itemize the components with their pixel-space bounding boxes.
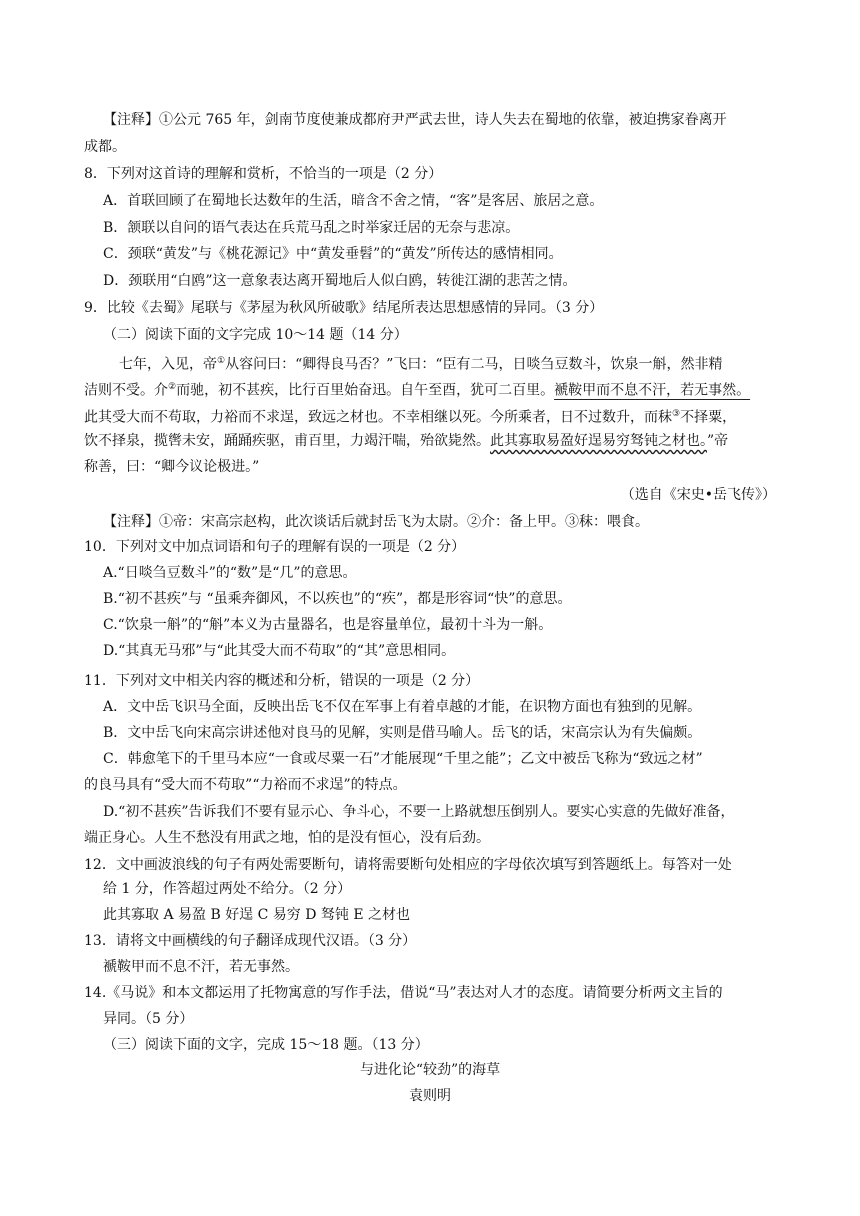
section-3-title: （三）阅读下面的文字，完成 15～18 题。（13 分）: [103, 1037, 429, 1053]
passage-note: 【注释】①帝：宋高宗赵构，此次谈话后就封岳飞为太尉。②介：备上甲。③秣：喂食。: [103, 514, 649, 530]
question-11-stem: 11．下列对文中相关内容的概述和分析，错误的一项是（2 分）: [84, 673, 480, 689]
poem-note-line1: 【注释】①公元 765 年，剑南节度使兼成都府尹严武去世，诗人失去在蜀地的依靠，被迫携家眷离开: [103, 112, 727, 128]
article-author: 袁则明: [409, 1088, 451, 1104]
poem-note-line2: 成都。: [84, 139, 126, 155]
passage-line-1: 七年，入见，帝①从容问曰：“卿得良马否？”飞曰：“臣有二马，日啖刍豆数斗，饮泉一斛，然非精: [119, 356, 723, 373]
question-12-line2: 给 1 分，作答超过两处不给分。（2 分）: [103, 881, 352, 897]
passage-line-4: 饮不择泉，揽辔未安，踊踊疾驱，甫百里，力竭汗喘，殆欲毙然。此其寡取易盈好逞易穷驽钝之材也。”帝: [84, 433, 729, 449]
question-11-option-b: B．文中岳飞向宋高宗讲述他对良马的见解，实则是借马喻人。岳飞的话，宋高宗认为有失偏颇。: [103, 725, 702, 741]
question-12-line1: 12．文中画波浪线的句子有两处需要断句，请将需要断句处相应的字母依次填写到答题纸上。每答对一处: [84, 857, 732, 873]
question-8-option-b: B．颔联以自问的语气表达在兵荒马乱之时举家迁居的无奈与悲凉。: [103, 220, 520, 236]
passage-line-2: 洁则不受。介②而驰，初不甚疾，比行百里始奋迅。自午至酉，犹可二百里。褫鞍甲而不息不汗，若无事然。: [84, 382, 751, 399]
question-11-option-c-line2: 的良马具有“受大而不苟取”“力裕而不求逞”的特点。: [84, 777, 407, 793]
article-title: 与进化论“较劲”的海草: [359, 1062, 501, 1078]
question-10-option-b: B.“初不甚疾”与 “虽乘奔御风，不以疾也”的“疾”，都是形容词“快”的意思。: [103, 591, 572, 607]
question-10-option-c: C.“饮泉一斛”的“斛”本义为古量器名，也是容量单位，最初十斗为一斛。: [103, 617, 553, 633]
question-10-stem: 10．下列对文中加点词语和句子的理解有误的一项是（2 分）: [84, 539, 466, 555]
question-11-option-a: A．文中岳飞识马全面，反映出岳飞不仅在军事上有着卓越的才能，在识物方面也有独到的见解。: [103, 699, 702, 715]
passage-line-3: 此其受大而不苟取，力裕而不求逞，致远之材也。不幸相继以死。今所乘者，日不过数升，而秣③不择粟，: [84, 409, 737, 426]
question-10-option-a: A.“日啖刍豆数斗”的“数”是“几”的意思。: [103, 565, 357, 581]
question-13-sentence: 褫鞍甲而不息不汗，若无事然。: [103, 959, 299, 975]
underlined-sentence: 褫鞍甲而不息不汗，若无事然。: [554, 382, 751, 399]
passage-source: （选自《宋史•岳飞传》）: [620, 487, 776, 503]
section-2-title: （二）阅读下面的文字完成 10～14 题（14 分）: [103, 327, 408, 343]
question-14-line2: 异同。（5 分）: [103, 1011, 194, 1027]
question-11-option-c-line1: C．韩愈笔下的千里马本应“一食或尽粟一石”才能展现“千里之能”；乙文中被岳飞称为“致远之材”: [103, 751, 703, 767]
question-14-line1: 14.《马说》和本文都运用了托物寓意的写作手法，借说“马”表达对人才的态度。请简要分析两文主旨的: [84, 985, 723, 1001]
question-13-stem: 13．请将文中画横线的句子翻译成现代汉语。（3 分）: [84, 933, 417, 949]
question-11-option-d-line2: 端正身心。人生不愁没有用武之地，怕的是没有恒心，没有后劲。: [84, 830, 490, 846]
question-8-option-a: A．首联回顾了在蜀地长达数年的生活，暗含不舍之情，“客”是客居、旅居之意。: [103, 193, 604, 209]
question-12-sentence: 此其寡取 A 易盈 B 好逞 C 易穷 D 驽钝 E 之材也: [103, 907, 411, 923]
question-9-stem: 9．比较《去蜀》尾联与《茅屋为秋风所破歌》结尾所表达思想感情的异同。（3 分）: [84, 300, 604, 316]
question-8-stem: 8．下列对这首诗的理解和赏析，不恰当的一项是（2 分）: [84, 166, 443, 182]
question-8-option-d: D．颈联用“白鸥”这一意象表达离开蜀地后人似白鸥，转徙江湖的悲苦之情。: [103, 273, 577, 289]
question-10-option-d: D.“其真无马邪”与“此其受大而不苟取”的“其”意思相同。: [103, 643, 456, 659]
passage-line-5: 称善，曰：“卿今议论极进。”: [84, 459, 260, 475]
question-11-option-d-line1: D.“初不甚疾”告诉我们不要有显示心、争斗心，不要一上路就想压倒别人。要实心实意的先做好准备，: [103, 804, 735, 820]
question-8-option-c: C．颈联“黄发”与《桃花源记》中“黄发垂髫”的“黄发”所传达的感情相同。: [103, 246, 563, 262]
wavy-underlined-sentence: 此其寡取易盈好逞易穷驽钝之材也。: [490, 433, 707, 449]
